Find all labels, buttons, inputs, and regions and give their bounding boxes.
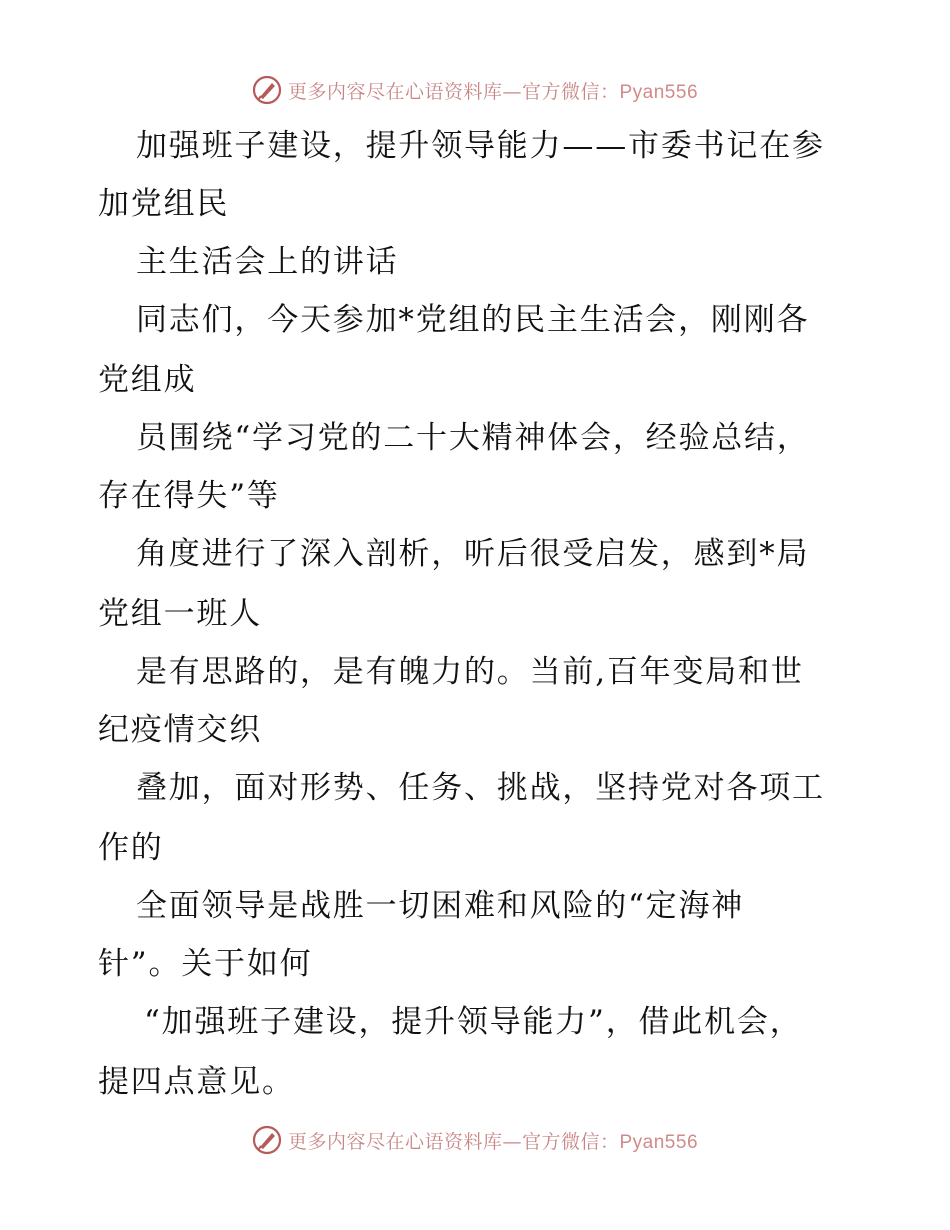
body-line: 全面领导是战胜一切困难和风险的“定海神 xyxy=(136,888,745,924)
watermark-text xyxy=(288,1127,698,1154)
watermark-official: 官方微信： xyxy=(521,1130,620,1153)
watermark-dash: — xyxy=(502,1130,522,1153)
watermark-brand: 更多内容尽在心语资料库 xyxy=(287,1130,503,1153)
body-line: 提四点意见。 xyxy=(98,1064,295,1100)
body-line: 加党组民 xyxy=(98,186,230,222)
body-line: 存在得失”等 xyxy=(98,478,280,514)
footer-watermark xyxy=(0,1120,950,1160)
body-line: “加强班子建设，提升领导能力”，借此机会， xyxy=(144,1004,803,1040)
body-line: 员围绕“学习党的二十大精神体会，经验总结， xyxy=(136,420,810,456)
body-line: 加强班子建设，提升领导能力——市委书记在参 xyxy=(136,128,825,164)
body-line: 作的 xyxy=(98,830,164,866)
watermark-brand: 更多内容尽在心语资料库 xyxy=(287,80,503,103)
watermark-handle: Pyan556 xyxy=(619,81,699,103)
body-line: 同志们，今天参加*党组的民主生活会，刚刚各 xyxy=(136,302,810,338)
quill-logo-icon xyxy=(252,1125,282,1155)
body-line: 叠加，面对形势、任务、挑战，坚持党对各项工 xyxy=(136,770,825,806)
header-watermark xyxy=(0,70,950,110)
watermark-handle: Pyan556 xyxy=(619,1131,699,1153)
body-line: 主生活会上的讲话 xyxy=(136,244,399,280)
quill-logo-icon xyxy=(252,75,282,105)
body-line: 针”。关于如何 xyxy=(98,946,313,982)
body-line: 角度进行了深入剖析，听后很受启发，感到*局 xyxy=(136,536,810,572)
watermark-official: 官方微信： xyxy=(521,80,620,103)
watermark-text xyxy=(288,77,698,104)
body-line: 党组一班人 xyxy=(98,596,262,632)
body-line: 纪疫情交织 xyxy=(98,712,262,748)
watermark-dash: — xyxy=(502,80,522,103)
body-line: 党组成 xyxy=(98,362,197,398)
body-line: 是有思路的，是有魄力的。当前,百年变局和世 xyxy=(136,654,804,690)
